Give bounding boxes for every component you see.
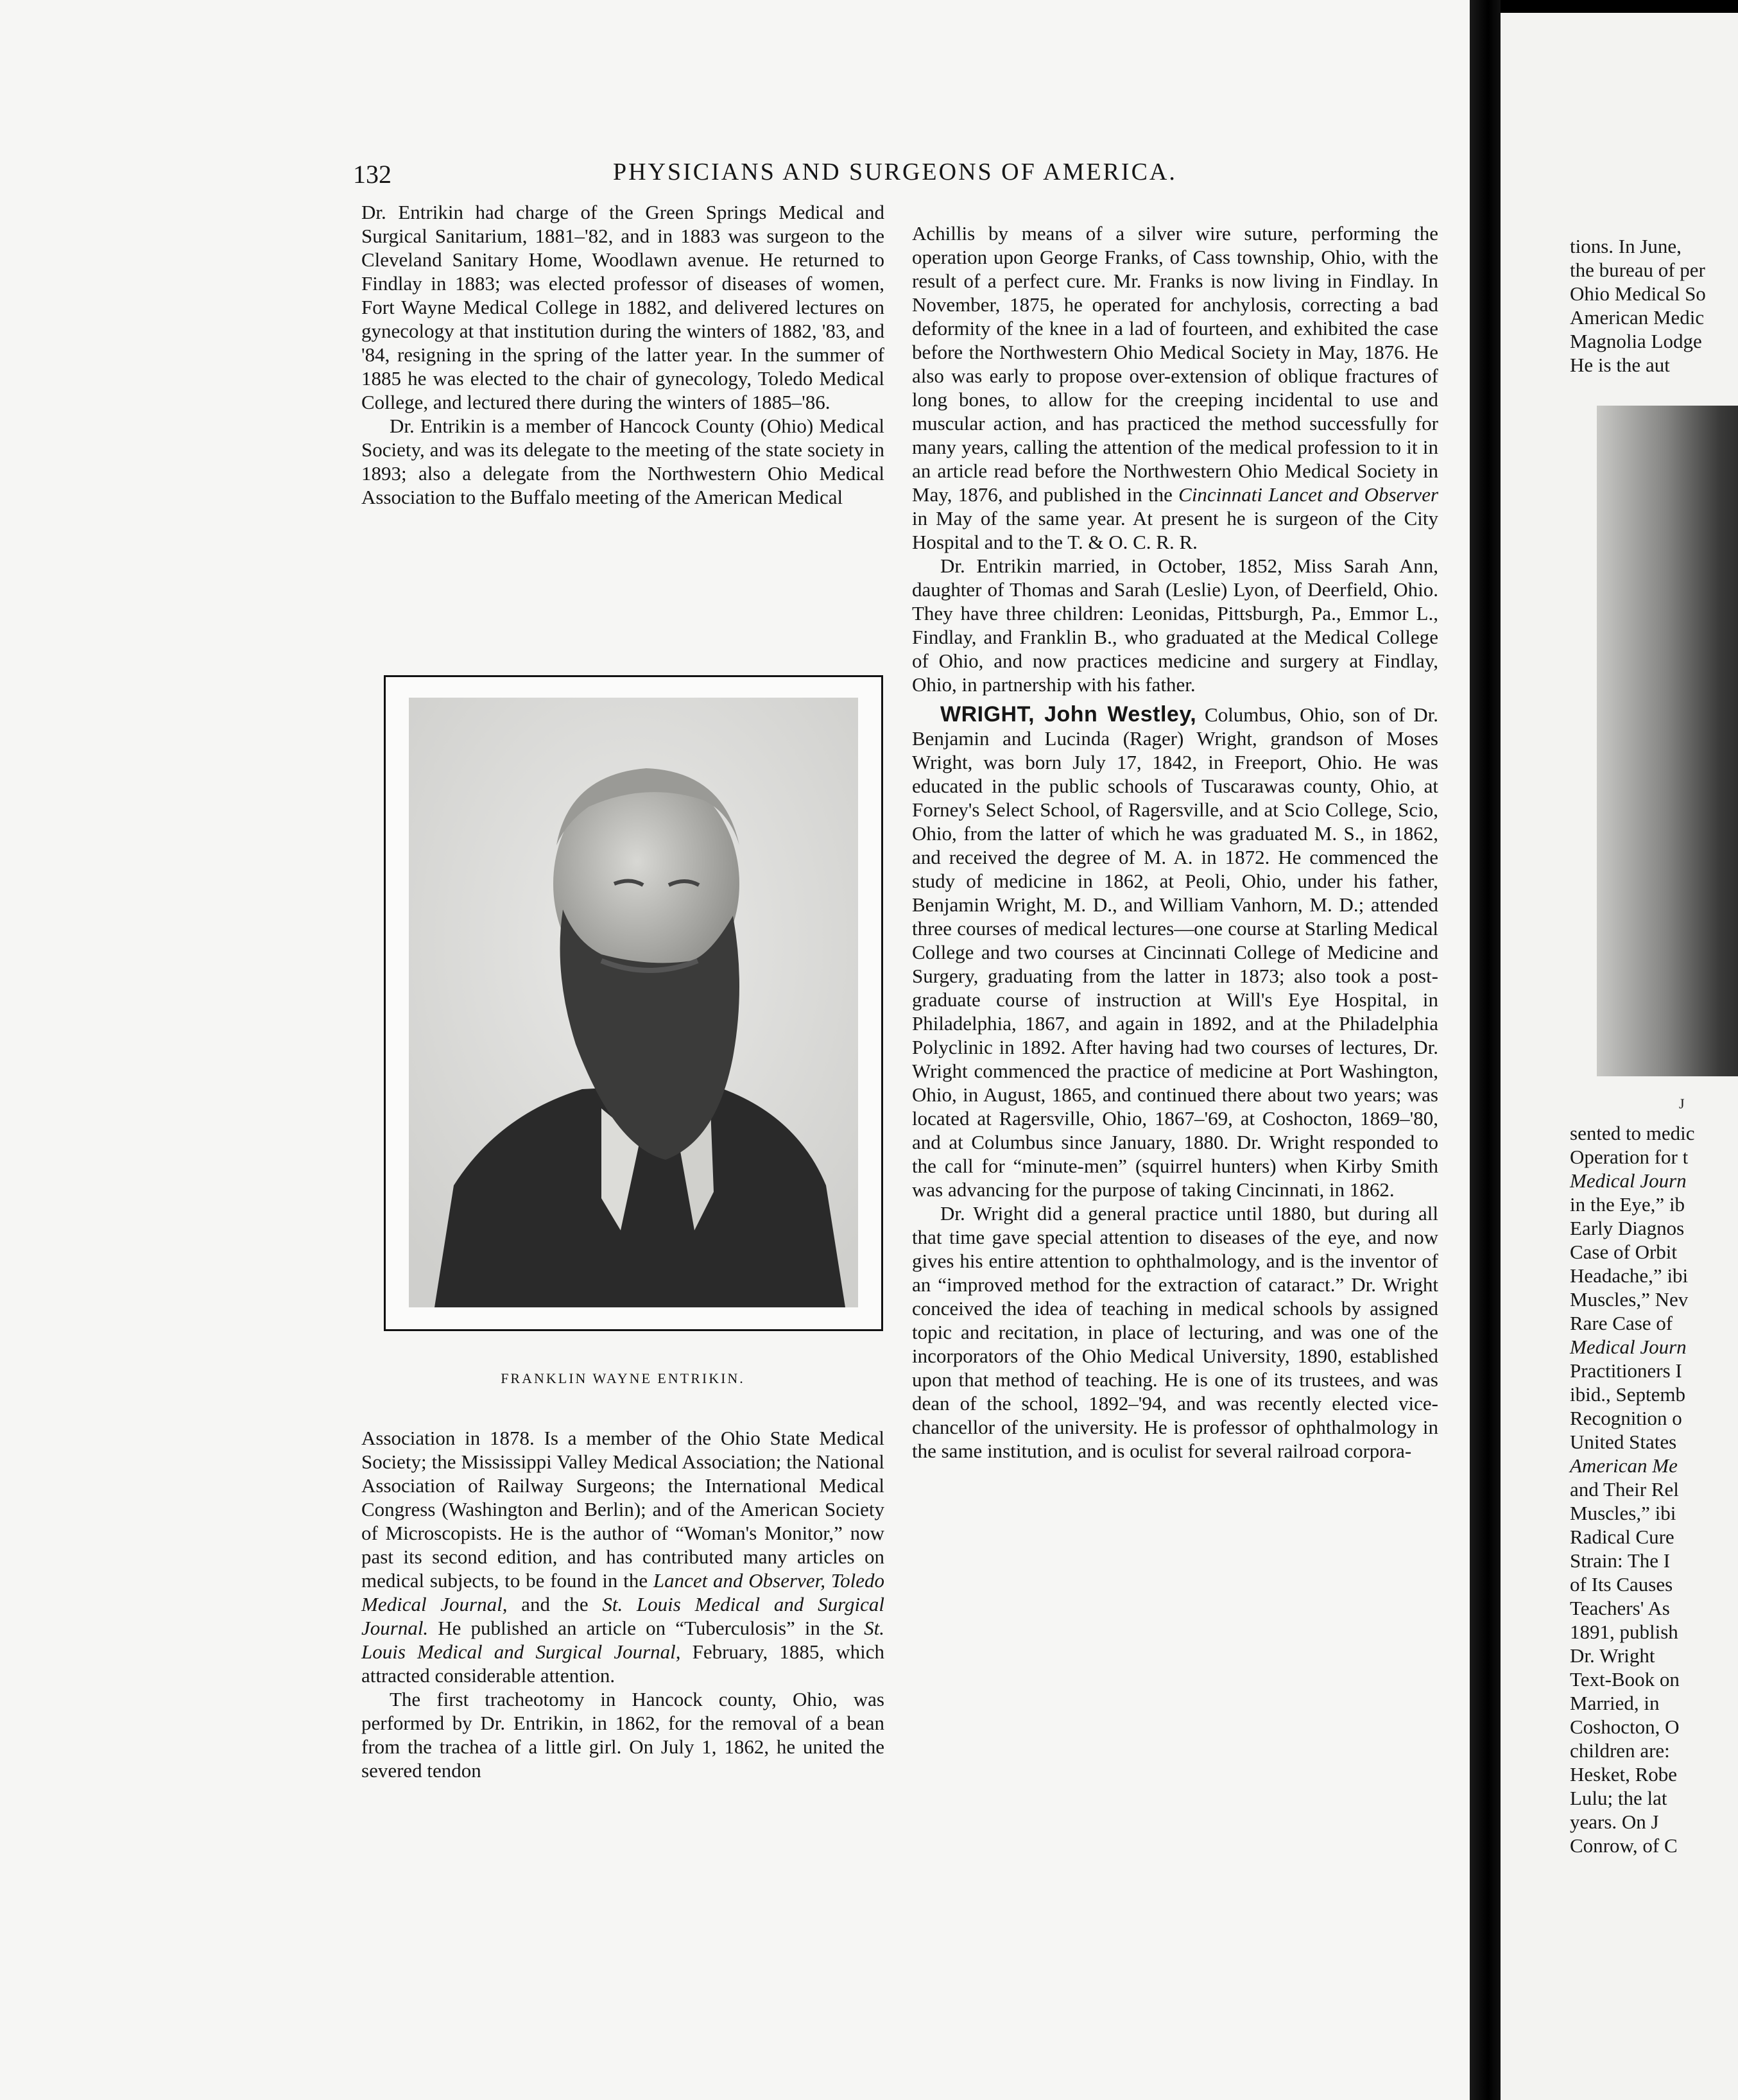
fragment-line: Lulu; the lat bbox=[1570, 1787, 1667, 1809]
fragment-line: American Me bbox=[1570, 1454, 1678, 1477]
fragment-line: Practitioners I bbox=[1570, 1359, 1682, 1382]
fragment-line: Early Diagnos bbox=[1570, 1217, 1685, 1239]
fragment-line: Headache,” ibi bbox=[1570, 1264, 1689, 1287]
fragment-line: years. On J bbox=[1570, 1811, 1659, 1833]
paragraph: The first tracheotomy in Hancock county, Ohio, was performed by Dr. Entrikin, in 1862, for the removal of a bean from the trachea of a little girl. On July 1, 1862, he united the severed tendon bbox=[361, 1688, 884, 1782]
paragraph: Dr. Wright did a general practice until 1880, but during all that time gave special attention to diseases of the eye, and now gives his entire attention to ophthalmology, and is the inventor of an “improved method for the extraction of cataract.” Dr. Wright conceived the idea of teaching in medical schools by assigned topic and recitation, in place of lecturing, and was one of the incorporators of the Ohio Medical University, 1890, established upon that method of teaching. He is one of its trustees, and was dean of the school, 1892–'94, and was recently elected vice-chancellor of the university. He is professor of ophthalmology in the same institution, and is oculist for several railroad corpora- bbox=[912, 1202, 1438, 1462]
portrait-photo bbox=[409, 698, 858, 1307]
fragment-line: in the Eye,” ib bbox=[1570, 1193, 1685, 1216]
fragment-line: United States bbox=[1570, 1431, 1677, 1453]
italic-title: Lancet and Observer, Toledo Medical Journal, bbox=[361, 1569, 884, 1615]
fragment-line: Coshocton, O bbox=[1570, 1716, 1680, 1738]
fragment-caption: J bbox=[1679, 1096, 1687, 1112]
fragment-line: Dr. Wright bbox=[1570, 1644, 1655, 1667]
right-column bbox=[912, 221, 1438, 1463]
left-column-bottom bbox=[361, 1426, 884, 1782]
fragment-line: American Medic bbox=[1570, 306, 1705, 329]
paragraph bbox=[912, 221, 1438, 554]
text-run: February, 1885, which attracted considerable attention. bbox=[361, 1640, 884, 1687]
page-gutter bbox=[1470, 0, 1501, 2100]
left-column-top bbox=[361, 200, 884, 509]
fragment-line: Recognition o bbox=[1570, 1407, 1682, 1429]
fragment-line: Medical Journ bbox=[1570, 1169, 1687, 1192]
fragment-line: Rare Case of bbox=[1570, 1312, 1673, 1334]
fragment-line: Strain: The I bbox=[1570, 1549, 1671, 1572]
paragraph bbox=[361, 1426, 884, 1687]
page-number: 132 bbox=[353, 160, 391, 189]
fragment-line: Teachers' As bbox=[1570, 1597, 1670, 1619]
fragment-line: Muscles,” ibi bbox=[1570, 1502, 1676, 1524]
fragment-line: of Its Causes bbox=[1570, 1573, 1673, 1596]
fragment-line: tions. In June, bbox=[1570, 235, 1682, 257]
fragment-line: Text-Book on bbox=[1570, 1668, 1680, 1691]
next-page-fragment bbox=[1501, 13, 1738, 2100]
fragment-text-top bbox=[1570, 234, 1706, 377]
text-run: Columbus, Ohio, son of Dr. Benjamin and Lucinda (Rager) Wright, grandson of Moses Wright, was born July 17, 1842, in Freeport, Ohio. He was educated in the public schools of Tuscarawas county, Ohio, at Forney's Select School, of Ragersville, and at Scio College, Scio, Ohio, from the latter of which he was graduated M. S., in 1862, and received the degree of M. A. in 1872. He commenced the study of medicine in 1862, at Peoli, Ohio, under his father, Benjamin Wright, M. D., and William Vanhorn, M. D.; attended three courses of medical lectures—one course at Starling Medical College and two courses at Cincinnati College of Medicine and Surgery, graduating from the latter in 1873; also took a post-graduate course of instruction at Will's Eye Hospital, in Philadelphia, 1867, and again in 1892, and at the Philadelphia Polyclinic in 1892. After having had two courses of lectures, Dr. Wright commenced the practice of medicine at Port Washington, Ohio, in August, 1865, and continued there about two years; was located at Ragersville, Ohio, 1867–'69, at Coshocton, 1869–'80, and at Columbus since January, 1880. Dr. Wright responded to the call for “minute-men” (squirrel hunters) when Kirby Smith was advancing for the purpose of taking Cincinnati, in 1862. bbox=[912, 703, 1439, 1201]
fragment-line: Muscles,” Nev bbox=[1570, 1288, 1689, 1311]
fragment-line: Magnolia Lodge bbox=[1570, 330, 1702, 352]
biography-entry bbox=[912, 703, 1438, 1201]
fragment-line: Conrow, of C bbox=[1570, 1834, 1678, 1857]
fragment-text-bottom bbox=[1570, 1121, 1695, 1857]
text-run: in May of the same year. At present he is surgeon of the City Hospital and to the T. & O. C. R. R. bbox=[912, 507, 1438, 553]
running-head: PHYSICIANS AND SURGEONS OF AMERICA. bbox=[613, 159, 1177, 185]
fragment-line: Operation for t bbox=[1570, 1146, 1689, 1168]
text-run: He published an article on “Tuberculosis” in the bbox=[438, 1617, 855, 1639]
italic-title: Cincinnati Lancet and Observer bbox=[1178, 483, 1439, 506]
italic-title: St. Louis Medical and Surgical Journal, bbox=[361, 1617, 884, 1663]
fragment-line: Case of Orbit bbox=[1570, 1241, 1678, 1263]
fragment-line: Medical Journ bbox=[1570, 1336, 1687, 1358]
fragment-line: and Their Rel bbox=[1570, 1478, 1679, 1501]
portrait-image bbox=[384, 675, 883, 1331]
paragraph: Dr. Entrikin had charge of the Green Springs Medical and Surgical Sanitarium, 1881–'82, and in 1883 was surgeon to the Cleveland Sanitary Home, Woodlawn avenue. He returned to Findlay in 1883; was elected professor of diseases of women, Fort Wayne Medical College in 1882, and delivered lectures on gynecology at that institution during the winters of 1882, '83, and '84, resigning in the spring of the latter year. In the summer of 1885 he was elected to the chair of gynecology, Toledo Medical College, and lectured there during the winters of 1885–'86. bbox=[361, 201, 884, 413]
fragment-line: Ohio Medical So bbox=[1570, 282, 1706, 305]
fragment-portrait-image bbox=[1597, 406, 1738, 1076]
fragment-line: Hesket, Robe bbox=[1570, 1763, 1678, 1786]
entry-name: WRIGHT, John Westley, bbox=[940, 702, 1197, 727]
fragment-line: Radical Cure bbox=[1570, 1526, 1674, 1548]
fragment-line: ibid., Septemb bbox=[1570, 1383, 1685, 1406]
text-run: Achillis by means of a silver wire suture, performing the operation upon George Franks, of Cass township, Ohio, with the result of a perfect cure. Mr. Franks is now living in Findlay. In November, 1875, he operated for anchylosis, correcting a bad deformity of the knee in a lad of fourteen, and exhibited the case before the Northwestern Ohio Medical Society in May, 1876. He also was early to propose over-extension of oblique fractures of long bones, to allow for the creeping incidental to use and muscular action, and has practiced the method successfully for many years, calling the attention of the medical profession to it in an article read before the Northwestern Ohio Medical Society in May, 1876, and published in the bbox=[912, 222, 1438, 506]
fragment-line: sented to medic bbox=[1570, 1122, 1695, 1144]
fragment-line: children are: bbox=[1570, 1739, 1670, 1762]
text-run: and the bbox=[521, 1593, 589, 1615]
fragment-line: He is the aut bbox=[1570, 354, 1670, 376]
fragment-line: Married, in bbox=[1570, 1692, 1660, 1714]
paragraph: Dr. Entrikin is a member of Hancock County (Ohio) Medical Society, and was its delegate to the meeting of the state society in 1893; also a delegate from the Northwestern Ohio Medical Association to the Buffalo meeting of the American Medical bbox=[361, 415, 884, 508]
paragraph: Dr. Entrikin married, in October, 1852, Miss Sarah Ann, daughter of Thomas and Sarah (Leslie) Lyon, of Deerfield, Ohio. They have three children: Leonidas, Pittsburgh, Pa., Emmor L., Findlay, and Franklin B., who graduated at the Medical College of Ohio, and now practices medicine and surgery at Findlay, Ohio, in partnership with his father. bbox=[912, 555, 1438, 696]
fragment-line: the bureau of per bbox=[1570, 259, 1705, 281]
fragment-line: 1891, publish bbox=[1570, 1621, 1678, 1643]
portrait-caption: FRANKLIN WAYNE ENTRIKIN. bbox=[501, 1370, 745, 1386]
italic-title: St. Louis Medical and Surgical Journal. bbox=[361, 1593, 884, 1639]
text-run: Association in 1878. Is a member of the Ohio State Medical Society; the Mississippi Valley Medical Association; the National Association of Railway Surgeons; the International Medical Congress (Washington and Berlin); and of the American Society of Microscopists. He is the author of “Woman's Monitor,” now past its second edition, and has contributed many articles on medical subjects, to be found in the bbox=[361, 1427, 884, 1592]
